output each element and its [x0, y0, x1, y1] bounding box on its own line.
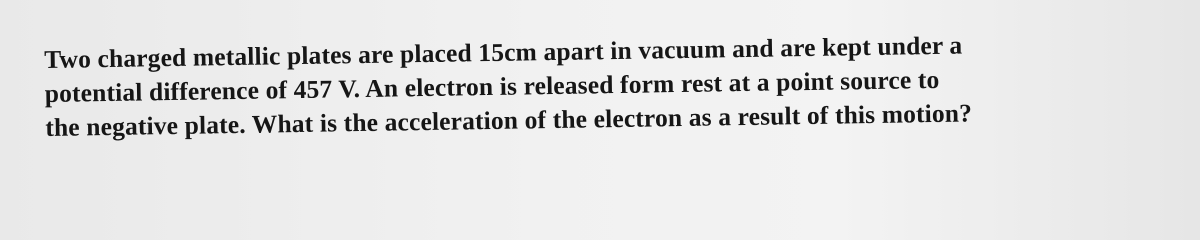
question-text [44, 25, 1185, 145]
question-line-1: Two charged metallic plates are placed 15cm apart in vacuum and are kept under a [44, 30, 963, 74]
question-line-2: potential difference of 457 V. An electron is released form rest at a point source to [44, 64, 940, 108]
question-line-3: the negative plate. What is the acceleration of the electron as a result of this motion? [45, 98, 973, 142]
